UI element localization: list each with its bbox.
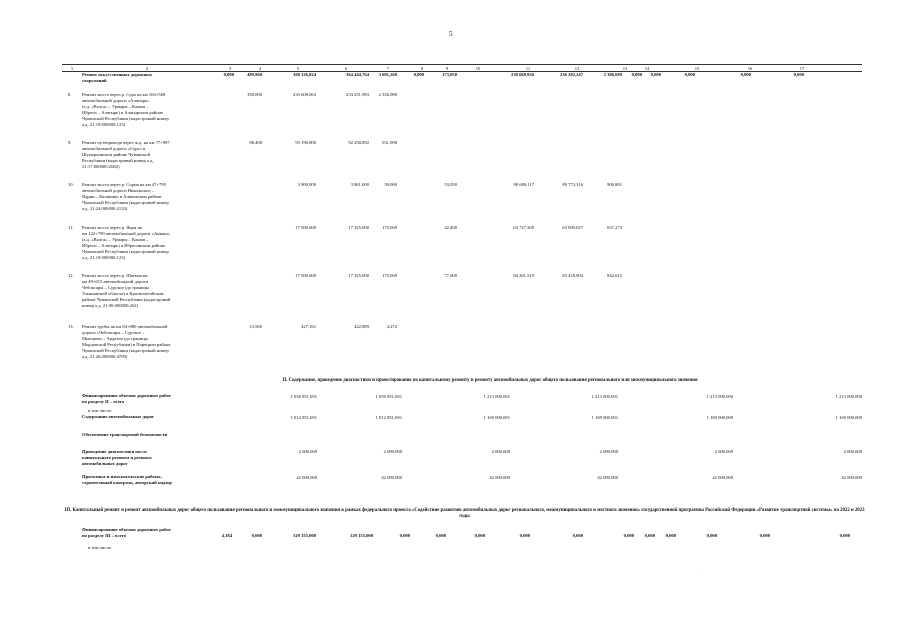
section-title: II. Содержание, проведение диагностики и проектирование по капитальному ремонту и ремонту автомобильных дорог общего пользования регионального или межмуниципального значения [282,378,698,383]
table-cell: 17 500,000 [295,273,316,278]
table-cell: 17 500,000 [295,225,316,230]
column-number: 2 [145,66,149,71]
row-name: Содержание автомобильных дорог [82,414,155,419]
row-name: Ремонт трубы на км 84+080 автомобильной дороги «Чебоксары – Сурское – Миасново – Ардатов (до границы Мордовской Республики) в Порецком районе Чувашской Республики (кадастровый номер а.д. 21:26:000000:4709) [82,324,171,359]
table-cell: 1 012 851,691 [375,415,402,420]
section-title: III. Капитальный ремонт и ремонт автомобильных дорог общего пользования регионального и межмуниципального значения в рамках федерального проекта «Содействие развитию автомобильных дорог регионального, межмуниципального и местного значения» государственной программы Российской Федерации «Развитие транспортной системы» на 2022 и 2023 годы [64,508,865,519]
table-cell: 1 056 851,691 [290,394,317,399]
table-cell: 2 386,689 [603,72,622,77]
table-cell: 175,000 [382,225,397,230]
table-cell: 13,560 [249,324,262,329]
column-number: 6 [344,66,348,71]
column-number: 17 [799,66,805,71]
table-cell: 358,000 [247,92,262,97]
row-name: Ремонт моста через р. Сорма на км 47+795 автомобильной дороги Никольское – Ядрин – Калинино в Аликовском районе Чувашской Республики (кадастровый номер а.д. 21:24:000000:2133) [82,182,169,211]
column-number: 5 [296,66,300,71]
table-cell: 842,615 [607,273,622,278]
table-cell: 489,960 [247,72,262,77]
row-number: 12. [68,273,74,278]
table-cell: 0,000 [223,72,234,77]
table-cell: 0,000 [399,533,410,538]
row-name: Проведение диагностики после капитального ремонта и ремонта автомобильных дорог [82,449,152,466]
row-number: 10. [68,182,74,187]
table-cell: 1 012 851,691 [290,415,317,420]
table-cell: 0,000 [740,72,751,77]
column-number: 10 [475,66,481,71]
table-cell: 4,272 [386,324,397,329]
row-name: Финансирование объемов дорожных работ по разделу III – всего [82,527,171,538]
table-cell: 0,000 [474,533,485,538]
table-cell: 235 608,063 [293,92,316,97]
column-number: 12 [574,66,580,71]
table-cell: 3 900,000 [297,182,316,187]
column-number: 7 [386,66,390,71]
table-cell: 931,908 [382,140,397,145]
table-cell: 88,400 [249,140,262,145]
table-cell: 368 126,024 [293,72,316,77]
row-name: в том числе: [88,408,112,413]
column-number: 3 [228,66,232,71]
table-cell: 364 444,764 [346,72,369,77]
table-cell: 42 000,000 [841,475,862,480]
table-cell: 1 213 000,000 [835,394,862,399]
table-cell: 39,000 [384,182,397,187]
table-cell: 422,889 [354,324,369,329]
row-number: 11. [68,225,74,230]
column-number: 9 [445,66,449,71]
header-rule [62,64,862,65]
table-cell: 2 356,080 [378,92,397,97]
table-cell: 17 325,000 [348,225,369,230]
table-cell: 4,184 [221,533,232,538]
row-name: в том числе: [88,545,112,550]
table-cell: 0,000 [644,533,655,538]
table-cell: 17 325,000 [348,273,369,278]
row-name: Проектные и изыскательские работы, строительный контроль, авторский надзор [82,474,172,485]
column-number: 1 [70,66,74,71]
table-cell: 0,000 [839,533,850,538]
table-cell: 173,050 [442,72,457,77]
table-cell: 42 000,000 [712,475,733,480]
table-cell: 42,400 [444,225,457,230]
row-number: 8. [68,92,72,97]
table-cell: 2 000,000 [298,449,317,454]
table-cell: 233 251,983 [346,92,369,97]
table-cell: 0,000 [684,72,695,77]
table-cell: 906,801 [607,182,622,187]
table-cell: 0,000 [665,533,676,538]
table-cell: 175,000 [382,273,397,278]
table-cell: 0,000 [623,533,634,538]
table-cell: 129 155,000 [350,533,373,538]
table-cell: 0,000 [759,533,770,538]
table-cell: 42 000,000 [489,475,510,480]
row-name: Обеспечение транспортной безопасности [82,432,168,437]
row-name: Ремонт моста через р. Якри на км 122+799 автомобильной дороги «Аннаш» (а.д. «Волга» – Урмары – Канаш – Ибреси – Алатырь) в Ибресинском районе Чувашской Республики (кадастровый номер а.д. 21:19:000000:123) [82,225,170,260]
table-cell: 63 727,300 [513,225,534,230]
table-cell: 3 681,260 [378,72,397,77]
table-cell: 42 000,000 [597,475,618,480]
table-cell: 2 000,000 [383,449,402,454]
table-cell: 0,000 [793,72,804,77]
table-cell: 83 418,904 [562,273,583,278]
table-cell: 3 861,000 [350,182,369,187]
table-cell: 0,000 [435,533,446,538]
column-number: 16 [747,66,753,71]
table-cell: 2 000,000 [843,449,862,454]
table-cell: 0,000 [251,533,262,538]
table-cell: 238 668,936 [511,72,534,77]
table-cell: 129 155,000 [293,533,316,538]
table-cell: 0,000 [706,533,717,538]
table-cell: 1 213 000,001 [591,394,618,399]
table-cell: 42 000,000 [381,475,402,480]
table-cell: 42 000,000 [296,475,317,480]
table-cell: 1 213 000,000 [706,394,733,399]
row-number: 9. [68,140,72,145]
table-cell: 1 169 000,000 [706,415,733,420]
row-name: Ремонт моста через р. Сура на км 163+568 автомобильной дороги «Алатырь» (а.д. «Волга» – Урмары – Канаш – Ибреси – Алатырь) в Алатырском районе Чувашской Республики (кадастровый номер а.д. 21:19:000000:123) [82,92,169,127]
table-cell: 0,000 [572,533,583,538]
table-cell: 90 680,117 [513,182,534,187]
table-cell: 427,161 [301,324,316,329]
table-cell: 2 000,000 [714,449,733,454]
table-cell: 77,600 [444,273,457,278]
row-name: Ремонт искусственных дорожных сооружений [82,72,153,83]
column-number: 15 [694,66,700,71]
scan-mark: . [703,570,704,575]
table-cell: 0,000 [519,533,530,538]
column-number: 8 [420,66,424,71]
table-cell: 0,000 [631,72,642,77]
column-number: 11 [525,66,531,71]
table-cell: 1 169 000,000 [835,415,862,420]
row-name: Ремонт путепровода через ж.д. на км 77+987 автомобильной дороги «Сура» в Шумерлинском районе Чувашской Республики (кадастровый номер а.д. 21:17:000000:2682) [82,140,170,169]
table-cell: 1 169 000,001 [591,415,618,420]
table-cell: 93 190,800 [295,140,316,145]
table-cell: 0,000 [413,72,424,77]
table-cell: 92 258,892 [348,140,369,145]
column-number: 14 [644,66,650,71]
row-name: Ремонт моста через р. Шатьма на км 49+015 автомобильной дороги Чебоксары – Сурское (до границы Ульяновской области) в Красночетайском районе Чувашской Республики (кадастровый номер а.д. 21:00:000000:262) [82,273,171,308]
page-number: 5 [449,30,453,38]
table-cell: 1 169 000,001 [483,415,510,420]
column-number: 13 [622,66,628,71]
table-cell: 637,273 [607,225,622,230]
table-cell: 1 213 000,001 [483,394,510,399]
table-cell: 2 000,000 [599,449,618,454]
table-cell: 2 000,000 [491,449,510,454]
table-cell: 89 773,316 [562,182,583,187]
column-number: 4 [258,66,262,71]
row-name: Финансирование объемов дорожных работ по разделу II – всего [82,393,171,404]
table-cell: 84 261,519 [513,273,534,278]
table-cell: 53,050 [444,182,457,187]
table-cell: 236 282,247 [560,72,583,77]
table-cell: 0,000 [650,72,661,77]
table-cell: 1 056 851,691 [375,394,402,399]
row-number: 13. [68,324,74,329]
table-cell: 63 090,027 [562,225,583,230]
